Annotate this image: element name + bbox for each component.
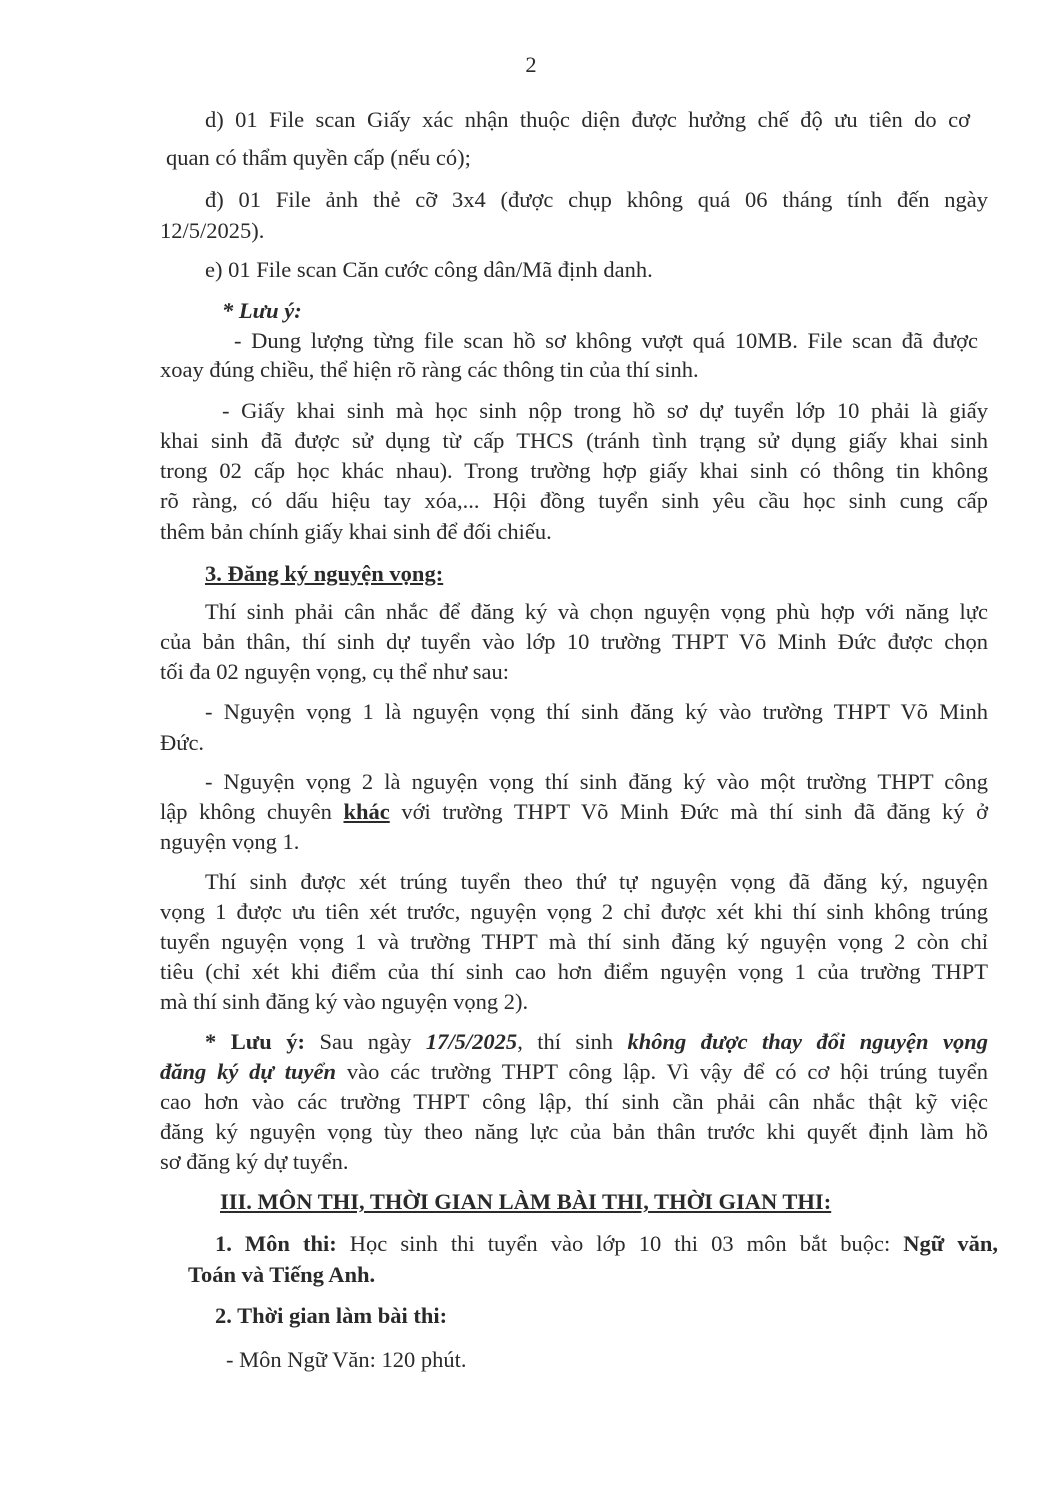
item-d-line-1: d) 01 File scan Giấy xác nhận thuộc diện được hưởng chế độ ưu tiên do cơ (205, 107, 970, 132)
mon-thi-subject-1: Ngữ văn, (903, 1231, 998, 1256)
nv1-line-2: Đức. (160, 730, 205, 755)
rule-line-3: tuyển nguyện vọng 1 và trường THPT mà thí sinh đăng ký nguyện vọng 2 còn chỉ (160, 929, 988, 954)
nv2-line-2-start: lập không chuyên (160, 799, 344, 824)
section-iii-heading: III. MÔN THI, THỜI GIAN LÀM BÀI THI, THỜI GIAN THI: (220, 1189, 832, 1214)
nv2-line-2-end: với trường THPT Võ Minh Đức mà thí sinh đã đăng ký ở (389, 799, 988, 824)
note-p2-line-2: khai sinh đã được sử dụng từ cấp THCS (tránh tình trạng sử dụng giấy khai sinh (160, 428, 988, 453)
thoi-gian-item-1: - Môn Ngữ Văn: 120 phút. (226, 1347, 467, 1372)
item-dd-line-1: đ) 01 File ảnh thẻ cỡ 3x4 (được chụp không quá 06 tháng tính đến ngày (205, 187, 988, 212)
mon-thi-line-2: Toán và Tiếng Anh. (188, 1262, 376, 1287)
important-note-line-1 (205, 1028, 988, 1056)
nv1-line-1: - Nguyện vọng 1 là nguyện vọng thí sinh đăng ký vào trường THPT Võ Minh (205, 699, 988, 724)
important-note-label: * Lưu ý: (205, 1029, 305, 1054)
important-note-text-a: Sau ngày (304, 1029, 426, 1054)
item-dd-line-2: 12/5/2025). (160, 218, 265, 243)
item-d-line-2: quan có thẩm quyền cấp (nếu có); (166, 145, 471, 170)
note-p2-line-5: thêm bản chính giấy khai sinh để đối chiếu. (160, 519, 552, 544)
important-note-emphasis-1: không được thay đổi nguyện vọng (627, 1029, 988, 1054)
important-note-line-5: sơ đăng ký dự tuyển. (160, 1149, 349, 1174)
important-note-emphasis-2: đăng ký dự tuyển (160, 1059, 336, 1084)
note-p2-line-4: rõ ràng, có dấu hiệu tay xóa,... Hội đồng tuyển sinh yêu cầu học sinh cung cấp (160, 488, 988, 513)
nv2-line-2 (160, 798, 988, 826)
note-p1-line-1: - Dung lượng từng file scan hồ sơ không vượt quá 10MB. File scan đã được (234, 328, 978, 353)
note-heading: * Lưu ý: (222, 298, 302, 323)
deadline-date: 17/5/2025 (425, 1029, 518, 1054)
section-3-heading: 3. Đăng ký nguyện vọng: (205, 561, 444, 586)
note-p2-line-1: - Giấy khai sinh mà học sinh nộp trong hồ sơ dự tuyển lớp 10 phải là giấy (222, 398, 988, 423)
nv2-emphasis-khac: khác (343, 799, 390, 824)
important-note-line-2-rest: vào các trường THPT công lập. Vì vậy để có cơ hội trúng tuyển (336, 1059, 988, 1084)
note-p2-line-3: trong 02 cấp học khác nhau). Trong trường hợp giấy khai sinh có thông tin không (160, 458, 988, 483)
item-e: e) 01 File scan Căn cước công dân/Mã định danh. (205, 257, 653, 282)
thoi-gian-heading: 2. Thời gian làm bài thi: (215, 1303, 448, 1328)
rule-line-5: mà thí sinh đăng ký vào nguyện vọng 2). (160, 989, 529, 1014)
mon-thi-label: 1. Môn thi: (215, 1231, 337, 1256)
note-p1-line-2: xoay đúng chiều, thể hiện rõ ràng các thông tin của thí sinh. (160, 357, 699, 382)
rule-line-1: Thí sinh được xét trúng tuyển theo thứ tự nguyện vọng đã đăng ký, nguyện (205, 869, 988, 894)
rule-line-4: tiêu (chỉ xét khi điểm của thí sinh cao hơn điểm nguyện vọng 1 của trường THPT (160, 959, 988, 984)
mon-thi-line-1 (215, 1230, 998, 1258)
mon-thi-text: Học sinh thi tuyển vào lớp 10 thi 03 môn bắt buộc: (336, 1231, 904, 1256)
section-3-intro-line-1: Thí sinh phải cân nhắc để đăng ký và chọn nguyện vọng phù hợp với năng lực (205, 599, 988, 624)
important-note-text-b: , thí sinh (517, 1029, 628, 1054)
rule-line-2: vọng 1 được ưu tiên xét trước, nguyện vọng 2 chỉ được xét khi thí sinh không trúng (160, 899, 988, 924)
important-note-line-4: đăng ký nguyện vọng tùy theo năng lực của bản thân trước khi quyết định làm hồ (160, 1119, 988, 1144)
section-3-intro-line-2: của bản thân, thí sinh dự tuyển vào lớp 10 trường THPT Võ Minh Đức được chọn (160, 629, 988, 654)
nv2-line-3: nguyện vọng 1. (160, 829, 300, 854)
nv2-line-1: - Nguyện vọng 2 là nguyện vọng thí sinh đăng ký vào một trường THPT công (205, 769, 988, 794)
important-note-line-3: cao hơn vào các trường THPT công lập, thí sinh cần phải cân nhắc thật kỹ việc (160, 1089, 988, 1114)
page-number: 2 (525, 52, 537, 77)
section-3-intro-line-3: tối đa 02 nguyện vọng, cụ thể như sau: (160, 659, 510, 684)
important-note-line-2 (160, 1058, 988, 1086)
